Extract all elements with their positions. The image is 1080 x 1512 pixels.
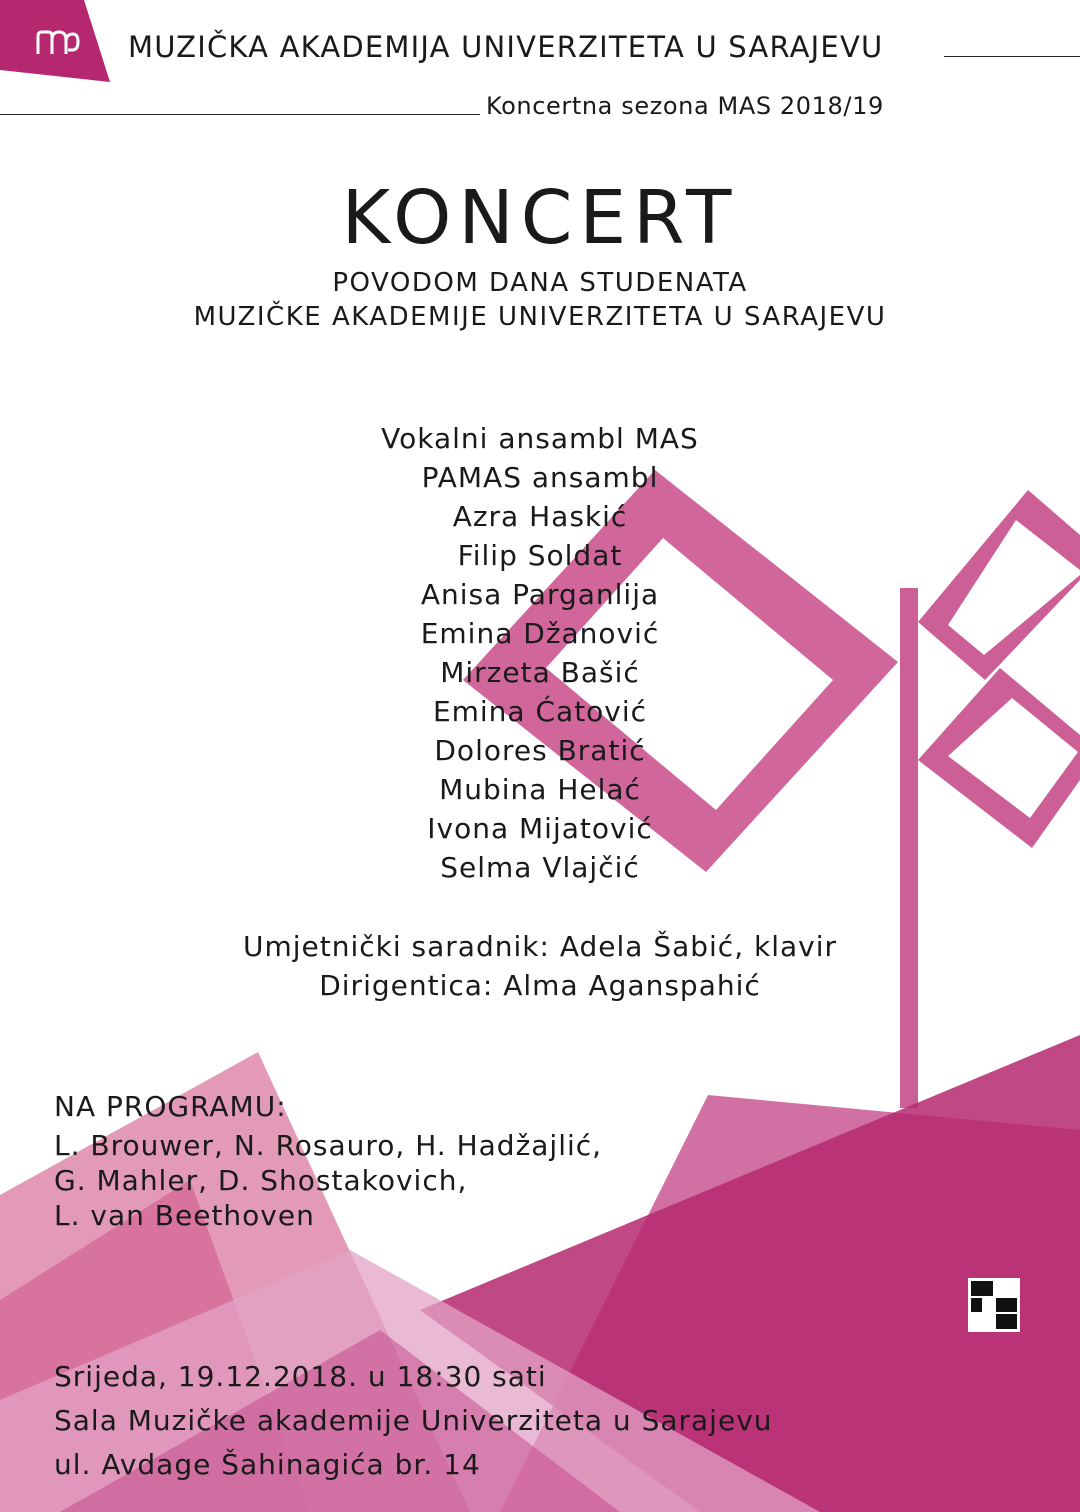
event-datetime: Srijeda, 19.12.2018. u 18:30 sati xyxy=(54,1360,547,1393)
header-rule-right xyxy=(944,56,1080,57)
performer-item: Dolores Bratić xyxy=(434,734,646,767)
subtitle-line-2: MUZIČKE AKADEMIJE UNIVERZITETA U SARAJEVU xyxy=(193,302,887,332)
performer-item: Azra Haskić xyxy=(452,500,628,533)
institution-name: MUZIČKA AKADEMIJA UNIVERZITETA U SARAJEVU xyxy=(128,30,884,64)
performer-item: Ivona Mijatović xyxy=(427,812,653,845)
season-label: Koncertna sezona MAS 2018/19 xyxy=(486,92,884,120)
program-line: G. Mahler, D. Shostakovich, xyxy=(54,1164,468,1197)
subtitle-line-1: POVODOM DANA STUDENATA xyxy=(332,268,748,298)
event-address: ul. Avdage Šahinagića br. 14 xyxy=(54,1448,481,1481)
performer-item: Mirzeta Bašić xyxy=(440,656,640,689)
accompanist-credit: Umjetnički saradnik: Adela Šabić, klavir xyxy=(242,930,838,963)
page-title: KONCERT xyxy=(341,175,739,261)
performer-item: Filip Soldat xyxy=(457,539,623,572)
performer-item: PAMAS ansambl xyxy=(421,461,659,494)
performer-item: Selma Vlajčić xyxy=(440,851,640,884)
performer-item: Mubina Helać xyxy=(439,773,641,806)
checker-mark-icon xyxy=(968,1278,1020,1332)
performer-item: Vokalni ansambl MAS xyxy=(381,422,699,455)
program-line: L. Brouwer, N. Rosauro, H. Hadžajlić, xyxy=(54,1129,603,1162)
conductor-credit: Dirigentica: Alma Aganspahić xyxy=(319,969,761,1002)
season-rule-left xyxy=(0,114,480,115)
program-heading: NA PROGRAMU: xyxy=(54,1090,287,1123)
mas-logo-icon xyxy=(34,28,82,62)
performer-item: Anisa Parganlija xyxy=(420,578,660,611)
performer-item: Emina Džanović xyxy=(420,617,660,650)
event-venue: Sala Muzičke akademije Univerziteta u Sarajevu xyxy=(54,1404,773,1437)
performer-item: Emina Ćatović xyxy=(432,695,648,728)
program-line: L. van Beethoven xyxy=(54,1199,315,1232)
